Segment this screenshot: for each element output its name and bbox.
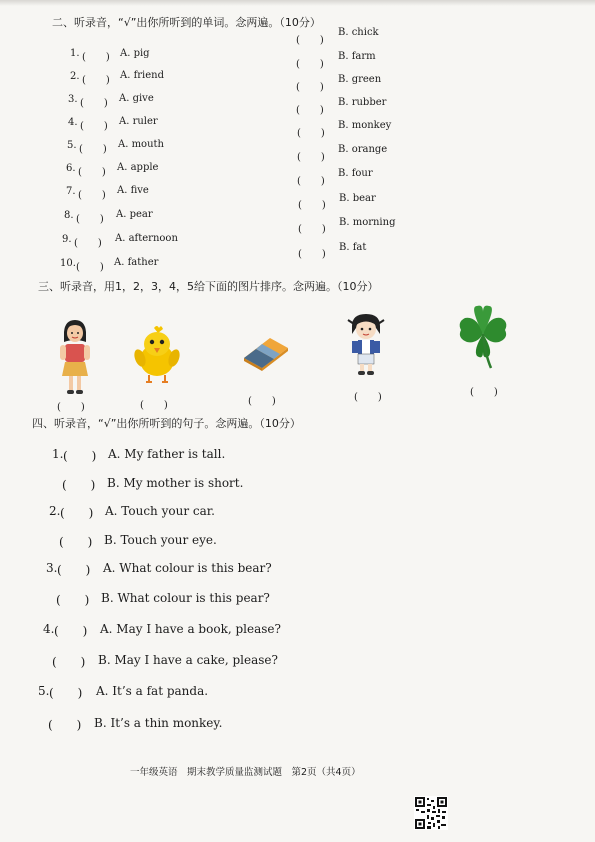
option-a: A. My father is tall. (108, 447, 226, 461)
option-b: B. fat (339, 242, 367, 253)
section2-item-number: 10. (60, 258, 76, 269)
answer-blank[interactable]: ( ) (78, 167, 106, 178)
order-blank[interactable]: ( ) (248, 396, 276, 407)
rubber-picture (240, 332, 292, 372)
answer-blank[interactable]: ( ) (48, 718, 82, 732)
option-a: A. afternoon (115, 233, 178, 244)
question-number: 4. (43, 622, 55, 636)
order-blank[interactable]: ( ) (140, 400, 168, 411)
option-b: B. monkey (338, 120, 392, 131)
answer-blank[interactable]: ( ) (82, 52, 110, 63)
option-b: B. chick (338, 27, 379, 38)
chick-picture (132, 324, 182, 384)
option-a: A. apple (117, 162, 159, 173)
question-number: 5. (38, 684, 50, 698)
answer-blank[interactable]: ( ) (298, 249, 326, 260)
option-a: A. give (119, 93, 154, 104)
answer-blank[interactable]: ( ) (79, 144, 107, 155)
answer-blank[interactable]: ( ) (62, 478, 96, 492)
option-a: A. Touch your car. (105, 504, 215, 518)
section2-item-number: 6. (66, 163, 76, 174)
option-a: A. May I have a book, please? (100, 622, 281, 636)
question-number: 3. (46, 561, 58, 575)
question-number: 1. (52, 447, 64, 461)
answer-blank[interactable]: ( ) (52, 655, 86, 669)
answer-blank[interactable]: ( ) (78, 190, 106, 201)
question-number: 2. (49, 504, 61, 518)
answer-blank[interactable]: ( ) (80, 98, 108, 109)
option-b: B. farm (338, 51, 376, 62)
option-b: B. orange (338, 144, 388, 155)
option-a: A. ruler (119, 116, 158, 127)
answer-blank[interactable]: ( ) (56, 593, 90, 607)
section2-item-number: 7. (66, 186, 76, 197)
section3-title: 三、听录音，用1，2，3，4，5给下面的图片排序。念两遍。（10分） (38, 280, 379, 293)
answer-blank[interactable]: ( ) (298, 224, 326, 235)
option-b: B. morning (339, 217, 396, 228)
option-a: A. pear (116, 209, 153, 220)
option-a: A. friend (120, 70, 165, 81)
answer-blank[interactable]: ( ) (296, 105, 324, 116)
section2-item-number: 3. (68, 94, 78, 105)
option-a: A. mouth (118, 139, 164, 150)
scan-edge (0, 0, 595, 6)
qr-code (414, 796, 448, 830)
option-b: B. Touch your eye. (104, 533, 217, 547)
section2-item-number: 2. (70, 71, 80, 82)
option-b: B. What colour is this pear? (101, 591, 270, 605)
answer-blank[interactable]: ( ) (296, 82, 324, 93)
section2-item-number: 8. (64, 210, 74, 221)
option-b: B. green (338, 74, 382, 85)
order-blank[interactable]: ( ) (57, 402, 85, 413)
section2-item-number: 9. (62, 234, 72, 245)
option-b: B. rubber (338, 97, 387, 108)
section2-item-number: 1. (70, 48, 80, 59)
answer-blank[interactable]: ( ) (49, 686, 83, 700)
answer-blank[interactable]: ( ) (59, 535, 93, 549)
answer-blank[interactable]: ( ) (297, 176, 325, 187)
answer-blank[interactable]: ( ) (82, 75, 110, 86)
answer-blank[interactable]: ( ) (76, 214, 104, 225)
page-footer: 一年级英语 期末教学质量监测试题 第2页（共4页） (130, 767, 361, 778)
girl-picture (55, 318, 95, 396)
option-b: B. My mother is short. (107, 476, 244, 490)
option-b: B. May I have a cake, please? (98, 653, 278, 667)
section2-title: 二、听录音，“√”出你所听到的单词。念两遍。（10分） (52, 16, 321, 29)
option-b: B. bear (339, 193, 376, 204)
answer-blank[interactable]: ( ) (74, 238, 102, 249)
option-a: A. It’s a fat panda. (96, 684, 209, 698)
option-b: B. four (338, 168, 373, 179)
answer-blank[interactable]: ( ) (296, 59, 324, 70)
section2-item-number: 5. (67, 140, 77, 151)
answer-blank[interactable]: ( ) (296, 35, 324, 46)
clover-picture (455, 304, 511, 370)
order-blank[interactable]: ( ) (354, 392, 382, 403)
section4-title: 四、听录音，“√”出你所听到的句子。念两遍。（10分） (32, 417, 301, 430)
section2-item-number: 4. (68, 117, 78, 128)
answer-blank[interactable]: ( ) (297, 152, 325, 163)
option-b: B. It’s a thin monkey. (94, 716, 223, 730)
answer-blank[interactable]: ( ) (297, 128, 325, 139)
answer-blank[interactable]: ( ) (298, 200, 326, 211)
option-a: A. father (114, 257, 159, 268)
boy-picture (346, 312, 386, 376)
answer-blank[interactable]: ( ) (57, 563, 91, 577)
order-blank[interactable]: ( ) (470, 387, 498, 398)
answer-blank[interactable]: ( ) (80, 121, 108, 132)
answer-blank[interactable]: ( ) (54, 624, 88, 638)
answer-blank[interactable]: ( ) (60, 506, 94, 520)
option-a: A. What colour is this bear? (103, 561, 272, 575)
option-a: A. pig (120, 48, 150, 59)
answer-blank[interactable]: ( ) (76, 262, 104, 273)
option-a: A. five (117, 185, 149, 196)
answer-blank[interactable]: ( ) (63, 449, 97, 463)
